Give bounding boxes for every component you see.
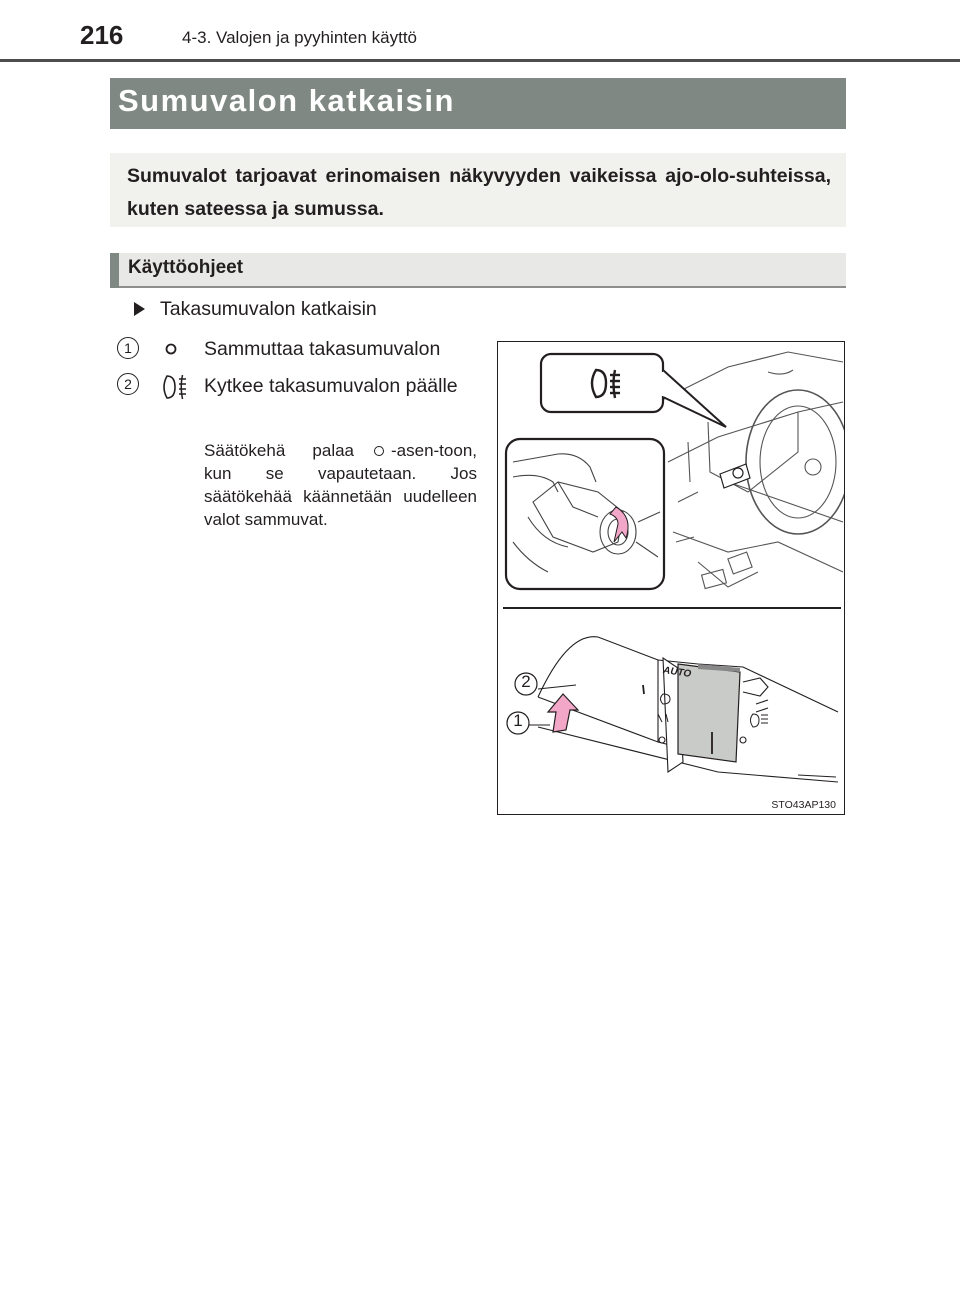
subheading-accent — [110, 253, 119, 288]
triangle-bullet-icon — [134, 302, 145, 316]
page-number: 216 — [80, 20, 124, 50]
off-ring-icon — [374, 446, 384, 456]
item-text: Kytkee takasumuvalon päälle — [204, 375, 458, 397]
illustration-drawing — [498, 342, 845, 815]
title-bar — [110, 78, 846, 129]
page-title: Sumuvalon katkaisin — [118, 83, 455, 118]
callout-label: 2 — [521, 672, 531, 691]
item-text: Sammuttaa takasumuvalon — [204, 338, 441, 360]
figure-code: STO43AP130 — [771, 799, 836, 811]
subheading-bar — [110, 253, 846, 288]
callout-label: 1 — [513, 711, 523, 730]
intro-box — [110, 153, 846, 227]
note-text — [204, 439, 477, 531]
switch-illustration — [497, 341, 845, 815]
item-number-badge: 2 — [117, 373, 139, 395]
rear-fog-light-icon — [158, 373, 188, 401]
item-number-badge: 1 — [117, 337, 139, 359]
header-rule — [0, 59, 960, 62]
note-text-start: Säätökehä palaa — [204, 441, 354, 460]
bullet-heading: Takasumuvalon katkaisin — [160, 298, 377, 320]
subheading: Käyttöohjeet — [128, 257, 244, 278]
auto-label: AUTO — [662, 665, 692, 680]
note-text-end: -asen-toon, kun se vapautetaan. Jos säätökehää käännetään uudelleen valot sammuvat. — [204, 441, 477, 529]
off-ring-icon — [162, 340, 180, 358]
intro-text: Sumuvalot tarjoavat erinomaisen näkyvyyden vaikeissa ajo-olo-suhteissa, kuten sateessa ja sumussa. — [127, 165, 831, 220]
section-label: 4-3. Valojen ja pyyhinten käyttö — [182, 28, 417, 47]
